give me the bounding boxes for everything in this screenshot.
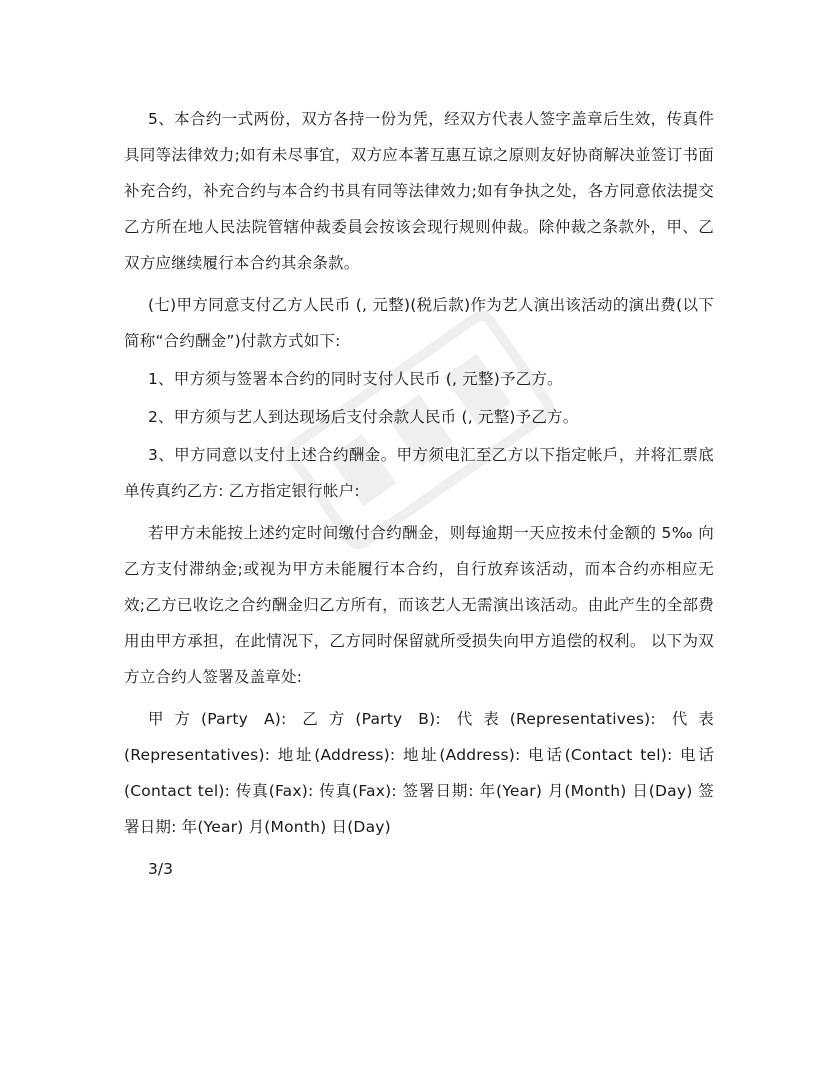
paragraph-payment-1: 1、甲方须与签署本合约的同时支付人民币 (, 元整)予乙方。 (148, 370, 563, 388)
paragraph-fee-clause: (七)甲方同意支付乙方人民币 (, 元整)(税后款)作为艺人演出该活动的演出费(以下简称“合约酬金”)付款方式如下: (124, 296, 714, 350)
paragraph-payment-2: 2、甲方须与艺人到达现场后支付余款人民币 (, 元整)予乙方。 (148, 408, 579, 426)
paragraph-late-payment: 若甲方未能按上述约定时间缴付合约酬金，则每逾期一天应按未付金额的 5‰ 向乙方支付滞纳金;或视为甲方未能履行本合约，自行放弃该活动，而本合约亦相应无效;乙方已收讫之合约酬金归乙方所有，而该艺人无需演出该活动。由此产生的全部费用由甲方承担，在此情况下，乙方同时保留就所受损失向甲方追偿的权利。 以下为双方立合约人签署及盖章处: (124, 524, 714, 686)
paragraph-payment-3: 3、甲方同意以支付上述合约酬金。甲方须电汇至乙方以下指定帐戶，并将汇票底单传真约乙方: 乙方指定银行帐户: (124, 446, 714, 500)
page-number: 3/3 (148, 860, 173, 878)
paragraph-contract-copies: 5、本合约一式两份，双方各持一份为凭，经双方代表人签字盖章后生效，传真件具同等法律效力;如有未尽事宜，双方应本著互惠互谅之原则友好协商解决並签订书面补充合约，补充合约与本合约书具有同等法律效力;如有争执之处，各方同意依法提交乙方所在地人民法院管辖仲裁委員会按该会现行规则仲裁。除仲裁之条款外，甲、乙双方应继续履行本合约其余条款。 (124, 110, 714, 272)
document-body (124, 101, 714, 887)
paragraph-signatures: 甲方(Party A): 乙方(Party B): 代表(Representatives): 代表(Representatives): 地址(Address): 地址(Address): 电话(Contact tel): 电话(Contact tel): 传真(Fax): 传真(Fax): 签署日期: 年(Year) 月(Month) 日(Day) 签署日期: 年(Year) 月(Month) 日(Day) (124, 710, 714, 836)
